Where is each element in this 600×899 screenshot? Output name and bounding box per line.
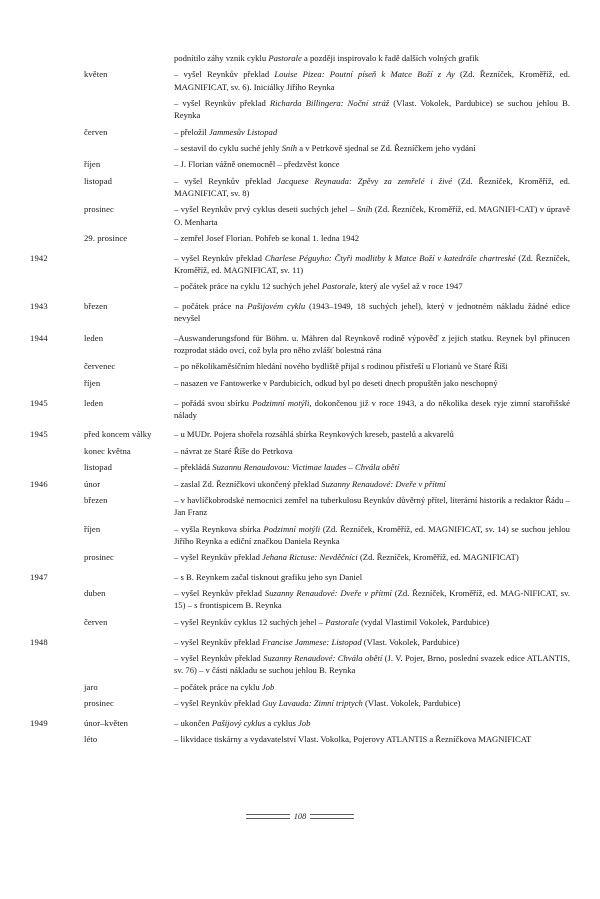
event-text: –Auswanderungsfond für Böhm. u. Mähren dal Reynkově rodině výpověď z jejich statku. Reynek byl přinucen rozprodat stádo ovcí, což byla pro něho zvlášť bolestná rána [174, 332, 570, 356]
event-text: – pořádá svou sbírku [174, 397, 253, 408]
event-title: Suzanny Renaudové: Dveře v přítmí [321, 478, 446, 489]
event-title: Suzanny Renaudové: Dveře v přítmí [264, 588, 392, 599]
event-title: Job [297, 717, 311, 728]
event-text: – likvidace tiskárny a vydavatelství Vlast. Vokolka, Pojerovy ATLANTIS a Řezníčkova MAGNIFICAT [174, 734, 532, 745]
event-text: (Vlast. Vokolek, Pardubice) [361, 636, 460, 647]
event-cell [174, 332, 572, 356]
chronology-row [30, 280, 572, 292]
event-cell [174, 300, 572, 324]
event-text: – vyšel Reynkův překlad [174, 175, 278, 186]
event-cell [174, 142, 572, 154]
footer-rule-left [246, 814, 290, 819]
month-cell: červen [84, 126, 108, 137]
event-text: – vyšel Reynkův cyklus 12 suchých jehel – [174, 616, 326, 627]
event-cell [174, 360, 572, 372]
chronology-row [30, 68, 572, 92]
event-text: a později inspirovalo k řadě dalších volných grafik [301, 53, 479, 63]
year-cell: 1946 [30, 478, 48, 489]
event-text: (Zd. Řezníček, Kroměříž, ed. MAGNIFICAT, sv. 14) se suchou jehlou Jiřího Reynka a ediční značkou Daniela Reynka [174, 523, 570, 546]
event-text: (vydal Vlastimil Vokolek, Pardubice) [358, 616, 490, 627]
event-title: Pastorale [325, 616, 359, 627]
month-cell: říjen [84, 523, 101, 534]
event-text: – sestavil do cyklu suché jehly [174, 142, 282, 153]
event-cell [174, 461, 572, 473]
month-cell: před koncem války [84, 429, 152, 440]
event-text: – vyšel Reynkův překlad [174, 97, 270, 108]
month-cell: duben [84, 588, 106, 599]
event-text: – ukončen [174, 717, 212, 728]
chronology-row [30, 203, 572, 227]
event-cell [174, 203, 572, 227]
event-title: Sníh [356, 204, 373, 215]
event-text: – vyšel Reynkův překlad [174, 636, 263, 647]
event-title: Sníh [281, 142, 298, 153]
chronology-row [30, 175, 572, 199]
month-cell: leden [84, 332, 104, 343]
event-text: – v havlíčkobrodské nemocnici zemřel na tuberkulosu Reynkův důvěrný přítel, literární historik a redaktor Řádu – Jan Franz [174, 495, 570, 518]
chronology-row [30, 377, 572, 389]
year-cell: 1944 [30, 332, 48, 343]
event-cell [174, 68, 572, 92]
year-cell: 1945 [30, 429, 48, 440]
month-cell: 29. prosince [84, 232, 128, 243]
month-cell: léto [84, 734, 98, 745]
chronology-row [30, 652, 572, 676]
chronology-row [30, 717, 572, 729]
event-text: – vyšel Reynkův překlad [174, 652, 264, 663]
event-text: a cyklus [265, 717, 298, 728]
event-cell [174, 428, 572, 440]
month-cell: červen [84, 616, 108, 627]
event-cell [174, 252, 572, 276]
chronology-row [30, 697, 572, 709]
month-cell: prosinec [84, 204, 114, 215]
event-cell [174, 377, 572, 389]
event-cell [174, 126, 572, 138]
event-text: (J. V. Pojer, Brno, poslední svazek edice ATLANTIS, sv. 76) – v části nákladu se suchou jehlou B. Reynka [174, 652, 570, 676]
event-cell [174, 523, 572, 547]
month-cell: prosinec [84, 697, 114, 708]
month-cell: leden [84, 397, 104, 408]
chronology-row [30, 360, 572, 372]
chronology-row [30, 551, 572, 563]
event-cell [174, 636, 572, 648]
year-cell: 1948 [30, 636, 48, 647]
month-cell: únor [84, 478, 101, 489]
event-text: , který ale vyšel až v roce 1947 [355, 281, 463, 292]
event-text: – přeložil [174, 126, 209, 137]
chronology-table [30, 52, 572, 745]
event-cell [174, 681, 572, 693]
chronology-row [30, 733, 572, 745]
event-title: Podzimní motýli [252, 397, 310, 408]
chronology-row [30, 52, 572, 64]
event-text: – vyšel Reynkův překlad [174, 552, 263, 563]
chronology-row [30, 158, 572, 170]
event-text: – zaslal Zd. Řezníčkovi ukončený překlad [174, 478, 322, 489]
chronology-row [30, 445, 572, 457]
event-cell [174, 280, 572, 292]
event-title: Louise Pizea: Poutní píseň k Matce Boží z Ay [274, 69, 455, 80]
month-cell: květen [84, 69, 108, 80]
chronology-row [30, 397, 572, 421]
event-text: – u MUDr. Pojera shořela rozsáhlá sbírka Reynkových kreseb, pastelů a akvarelů [174, 429, 454, 440]
event-text: – počátek práce na [174, 300, 248, 311]
event-text: – překládá [174, 462, 213, 473]
event-cell [174, 587, 572, 611]
event-title: Pastorale [321, 281, 356, 292]
event-title: Charlese Péguyho: Čtyři modlitby k Matce Boží v katedrále chartreské [264, 252, 516, 263]
year-cell: 1949 [30, 717, 48, 728]
event-text: – nasazen ve Fantowerke v Pardubicích, odkud byl po deseti dnech propuštěn jako neschopný [174, 377, 498, 388]
year-cell: 1943 [30, 300, 48, 311]
event-title: Francise Jammese: Listopad [262, 636, 362, 647]
chronology-row [30, 494, 572, 518]
chronology-row [30, 461, 572, 473]
month-cell: listopad [84, 175, 113, 186]
event-cell [174, 733, 572, 745]
event-cell [174, 494, 572, 518]
event-text: – zemřel Josef Florian. Pohřeb se konal 1. ledna 1942 [174, 232, 360, 243]
month-cell: červenec [84, 361, 116, 372]
event-cell [174, 397, 572, 421]
event-text: – počátek práce na cyklu 12 suchých jehel [174, 281, 322, 292]
event-text: (Zd. Řezníček, Kroměříž, ed. MAGNIFICAT, sv. 6). Iniciálky Jiřího Reynka [174, 69, 570, 92]
chronology-row [30, 428, 572, 440]
chronology-row [30, 587, 572, 611]
event-cell [174, 478, 572, 490]
event-text: (Zd. Řezníček, Kroměříž, ed. MAGNIFI-CAT) v úpravě O. Menharta [174, 204, 570, 227]
event-text: (Zd. Řezníček, Kroměříž, ed. MAG-NIFICAT, sv. 15) – s frontispicem B. Reynka [174, 588, 570, 611]
event-text: – vyšel Reynkův překlad [174, 252, 265, 263]
chronology-row [30, 478, 572, 490]
chronology-row [30, 332, 572, 356]
chronology-row [30, 636, 572, 648]
event-title: Pašijovém cyklu [247, 300, 306, 311]
event-text: – počátek práce na cyklu [174, 681, 262, 692]
footer-rule-right [310, 814, 354, 819]
event-cell [174, 616, 572, 628]
chronology-row [30, 252, 572, 276]
event-cell [174, 445, 572, 457]
event-text: – s B. Reynkem začal tisknout grafiku jeho syn Daniel [174, 571, 363, 582]
event-title: Jammesův Listopad [208, 126, 278, 137]
year-cell: 1942 [30, 252, 48, 263]
month-cell: říjen [84, 159, 101, 170]
event-text: (Zd. Řezníček, Kroměříž, ed. MAGNIFICAT, sv. 8) [174, 175, 570, 198]
event-cell [174, 232, 572, 244]
year-cell: 1945 [30, 397, 48, 408]
event-cell [174, 158, 572, 170]
event-title: Pastorale [268, 53, 302, 63]
month-cell: konec května [84, 445, 131, 456]
chronology-row [30, 681, 572, 693]
event-text: (Zd. Řezníček, Kroměříž, ed. MAGNIFICAT, sv. 11) [174, 252, 571, 275]
event-cell [174, 652, 572, 676]
month-cell: říjen [84, 377, 101, 388]
event-text: , dokončenou již v roce 1943, a do několika desek ryje zimní starořišské nálady [174, 397, 571, 420]
event-text: a v Petrkově sjednal se Zd. Řezníčkem jeho vydání [297, 142, 476, 153]
event-cell [174, 717, 572, 729]
event-text: – vyšel Reynkův překlad [174, 588, 265, 599]
event-text: – vyšel Reynkův překlad [174, 697, 263, 708]
event-cell [174, 697, 572, 709]
event-text: podnítilo záhy vznik cyklu [174, 53, 269, 63]
event-title: Jehana Rictuse: Nevděčníci [262, 552, 358, 563]
event-title: Guy Lavauda: Zimní triptych [262, 697, 363, 708]
event-text: (Vlast. Vokolek, Pardubice) se suchou jehlou B. Reynka [174, 97, 570, 121]
event-cell [174, 52, 572, 64]
event-cell [174, 97, 572, 121]
year-cell: 1947 [30, 571, 48, 582]
event-cell [174, 571, 572, 583]
event-title: Suzanny Renaudové: Chvála obětí [263, 652, 383, 663]
event-text: – vyšel Reynkův překlad [174, 69, 275, 80]
month-cell: listopad [84, 462, 113, 473]
chronology-row [30, 571, 572, 583]
chronology-row [30, 232, 572, 244]
chronology-row [30, 142, 572, 154]
month-cell: únor–květen [84, 717, 129, 728]
event-title: Pašijový cyklus [211, 717, 266, 728]
event-title: Jacquese Reynauda: Zpěvy za zemřelé i živé [277, 175, 453, 186]
page-footer [0, 812, 600, 821]
event-text: (Vlast. Vokolek, Pardubice) [362, 697, 461, 708]
page-number: 108 [293, 812, 307, 821]
chronology-row [30, 616, 572, 628]
event-text: (Zd. Řezníček, Kroměříž, ed. MAGNIFICAT) [357, 552, 519, 563]
event-title: Podzimní motýli [263, 523, 321, 534]
event-cell [174, 551, 572, 563]
event-text: – vyšla Reynkova sbírka [174, 523, 264, 534]
event-cell [174, 175, 572, 199]
chronology-row [30, 300, 572, 324]
month-cell: březen [84, 495, 108, 505]
event-text: – návrat ze Staré Říše do Petrkova [174, 445, 293, 456]
event-text: – J. Florian vážně onemocněl – předzvěst konce [174, 159, 340, 170]
event-title: Richarda Billingera: Noční stráž [269, 97, 390, 108]
month-cell: březen [84, 300, 108, 311]
chronology-row [30, 523, 572, 547]
month-cell: prosinec [84, 552, 114, 563]
chronology-row [30, 126, 572, 138]
event-text: – po několikaměsíčním hledání nového bydliště přijal s rodinou přístřeší u Florianů ve Staré Říši [174, 361, 508, 372]
month-cell: jaro [84, 681, 98, 692]
event-title: Suzannu Renaudovou: Victimae laudes – Chvála obětí [212, 462, 400, 473]
chronology-row [30, 97, 572, 121]
event-text: (1943–1949, 18 suchých jehel), který v jednotném nákladu žádné edice nevyšel [174, 300, 571, 324]
event-title: Job [261, 681, 275, 692]
event-text: – vyšel Reynkův prvý cyklus deseti suchých jehel – [174, 204, 357, 215]
